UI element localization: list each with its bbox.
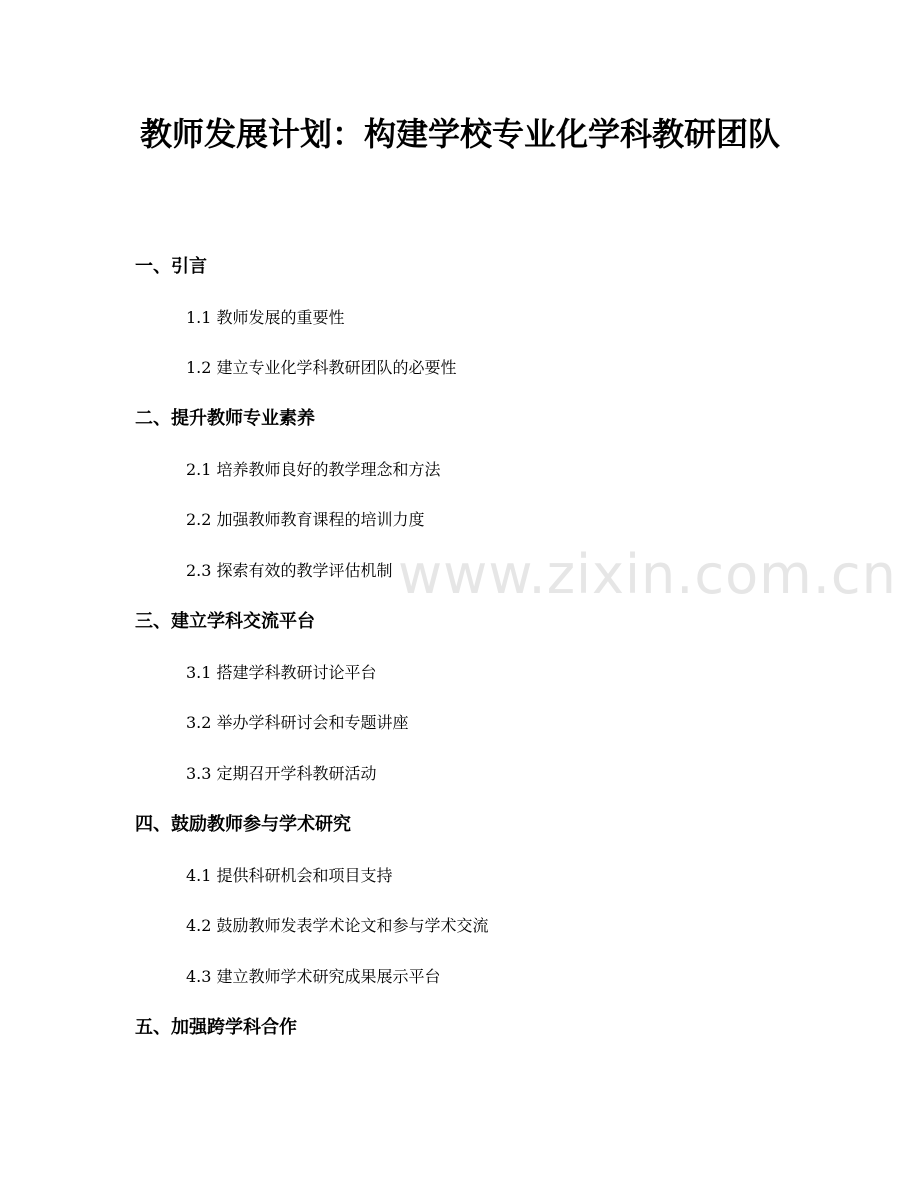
section-item: 4.2 鼓励教师发表学术论文和参与学术交流 [186,916,489,935]
section-item: 4.3 建立教师学术研究成果展示平台 [186,967,441,986]
section-item: 4.1 提供科研机会和项目支持 [186,866,393,885]
section-item: 3.3 定期召开学科教研活动 [186,764,377,783]
section-heading: 五、加强跨学科合作 [135,1017,297,1038]
section-item: 2.1 培养教师良好的教学理念和方法 [186,460,441,479]
document-title: 教师发展计划：构建学校专业化学科教研团队 [139,115,780,153]
section-item: 2.3 探索有效的教学评估机制 [186,561,393,580]
section-item: 3.1 搭建学科教研讨论平台 [186,663,377,682]
section-heading: 一、引言 [135,256,207,277]
watermark: www.zixin.com.cn [398,543,897,606]
section-heading: 二、提升教师专业素养 [135,408,315,429]
section-item: 2.2 加强教师教育课程的培训力度 [186,510,425,529]
section-item: 1.1 教师发展的重要性 [186,308,345,327]
section-heading: 四、鼓励教师参与学术研究 [135,814,351,835]
section-heading: 三、建立学科交流平台 [135,611,315,632]
section-item: 1.2 建立专业化学科教研团队的必要性 [186,358,457,377]
section-item: 3.2 举办学科研讨会和专题讲座 [186,713,409,732]
